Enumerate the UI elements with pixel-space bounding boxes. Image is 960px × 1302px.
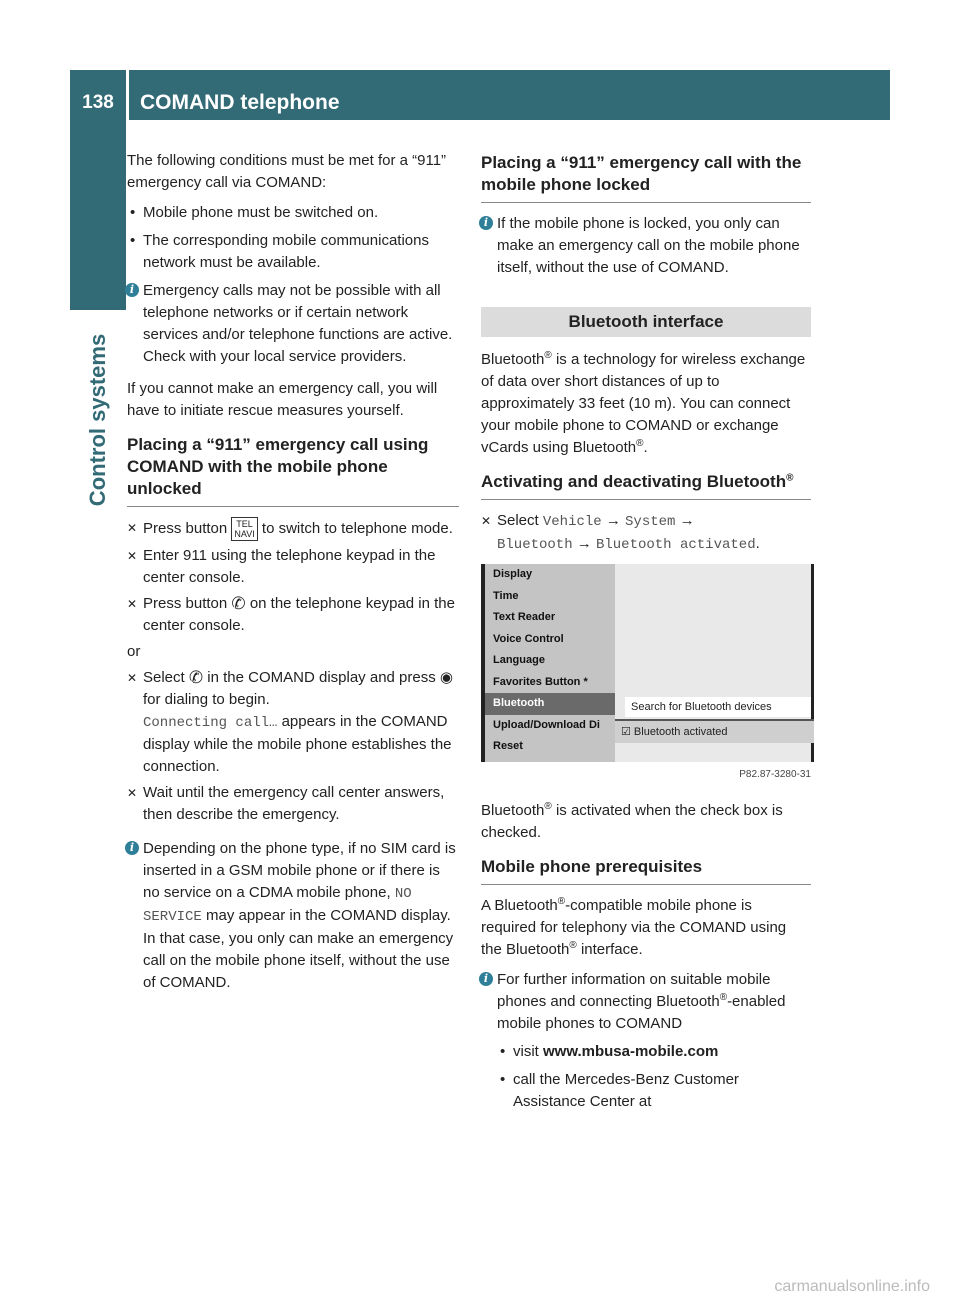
step-text: appears in the COMAND display while the mobile phone establishes the connection. <box>143 713 452 776</box>
info-icon: i <box>479 216 493 230</box>
registered-mark: ® <box>544 350 552 361</box>
text-span: A Bluetooth <box>481 897 558 914</box>
section-band: Bluetooth interface <box>481 307 811 337</box>
list-item: • call the Mercedes-Benz Customer Assistance Center at <box>497 1069 811 1113</box>
step-item <box>127 593 459 637</box>
info-text: -enabled mobile phones to COMAND <box>497 993 786 1032</box>
step-arrow-icon: ✕ <box>127 597 138 611</box>
registered-mark: ® <box>636 438 644 449</box>
menu-item: Time <box>493 589 519 602</box>
step-text: on the telephone keypad in the center console. <box>143 595 455 635</box>
step-text: Press button <box>143 595 228 612</box>
right-column <box>481 150 811 1123</box>
text-span: is a technology for wireless exchange of data over short distances of up to approximately 33 feet (10 m). You can connect your mobile phone to COMAND or exchange vCards using Bluetooth <box>481 351 806 456</box>
registered-mark: ® <box>786 472 794 484</box>
step-item: ✕ Select Vehicle → System → Bluetooth → Bluetooth activated. <box>481 512 760 553</box>
step-item <box>127 517 459 541</box>
registered-mark: ® <box>719 992 728 1003</box>
menu-path: System <box>625 514 676 530</box>
info-text: If the mobile phone is locked, you only can make an emergency call on the mobile phone itself, without the use of COMAND. <box>497 215 800 276</box>
intro-text: The following conditions must be met for a “911” emergency call via COMAND: <box>127 152 447 191</box>
step-text: in the COMAND display and press <box>207 669 436 687</box>
arrow-icon: → <box>605 512 621 529</box>
step-text: Enter 911 using the telephone keypad in the center console. <box>143 547 436 586</box>
or-text: or <box>127 643 141 661</box>
condition-item: • The corresponding mobile communications network must be available. <box>127 230 459 274</box>
section-heading: Mobile phone prerequisites <box>481 856 811 885</box>
menu-item: Text Reader <box>493 611 556 623</box>
step-arrow-icon: ✕ <box>481 514 492 528</box>
step-arrow-icon: ✕ <box>127 786 138 801</box>
page-title: COMAND telephone <box>140 91 340 114</box>
step-text: to switch to telephone mode. <box>261 519 453 537</box>
text-span: is activated when the check box is checked. <box>481 802 783 841</box>
info-text: Depending on the phone type, if no SIM card is inserted in a GSM mobile phone or if there is no service on a CDMA mobile phone, <box>143 840 456 902</box>
step-arrow-icon: ✕ <box>127 521 138 535</box>
screen-menu <box>481 564 615 762</box>
arrow-icon: → <box>679 512 695 529</box>
registered-mark: ® <box>544 801 552 812</box>
condition-item: • Mobile phone must be switched on. <box>127 202 459 224</box>
activated-text <box>481 800 811 844</box>
menu-item: Favorites Button * <box>493 675 588 688</box>
menu-item: Reset <box>493 740 523 752</box>
step-item <box>127 782 459 826</box>
info-note <box>127 280 459 368</box>
website-link[interactable]: www.mbusa-mobile.com <box>543 1043 719 1060</box>
step-text: Select <box>497 512 539 529</box>
heading-text: Activating and deactivating Bluetooth <box>481 472 787 491</box>
screen-option-checked: ☑ Bluetooth activated <box>615 719 814 743</box>
menu-item: Upload/Download Di <box>493 718 600 731</box>
info-text: For further information on suitable mobile phones and connecting Bluetooth <box>497 971 771 1010</box>
text-span: visit <box>513 1043 539 1060</box>
controller-icon: ◉ <box>439 669 453 687</box>
list-item <box>497 1041 811 1063</box>
step-item <box>127 545 459 589</box>
info-text: may appear in the COMAND display. In that case, you only can make an emergency call on the mobile phone itself, without the use of COMAND. <box>143 907 454 992</box>
registered-mark: ® <box>569 940 577 951</box>
info-text: Emergency calls may not be possible with all telephone networks or if certain network services and/or telephone functions are active. Check with your local service providers. <box>143 282 453 365</box>
side-tab <box>70 120 126 310</box>
display-message: NO SERVICE <box>143 886 412 926</box>
prerequisite-text <box>481 895 811 961</box>
section-heading: Placing a “911” emergency call with the mobile phone locked <box>481 152 811 203</box>
rescue-text: If you cannot make an emergency call, you will have to initiate rescue measures yourself. <box>127 380 438 419</box>
text-span: interface. <box>580 941 643 958</box>
step-text: for dialing to begin. <box>143 691 270 709</box>
arrow-icon: → <box>576 535 592 552</box>
menu-path: Bluetooth activated <box>595 537 756 553</box>
page-number: 138 <box>82 92 114 113</box>
key-top-label: TEL <box>236 519 253 529</box>
menu-item: Display <box>493 568 533 580</box>
header-divider <box>126 70 129 120</box>
info-note <box>481 213 811 279</box>
phone-icon: ✆ <box>231 594 246 614</box>
menu-item: Language <box>493 654 545 666</box>
bluetooth-description: Bluetooth® is a technology for wireless exchange of data over short distances of up to approximately 33 feet (10 m). You can connect your mobile phone to COMAND or exchange vCards using Bluetooth®. <box>481 350 806 456</box>
info-icon: i <box>479 972 493 986</box>
step-arrow-icon: ✕ <box>127 671 138 686</box>
section-heading: Placing a “911” emergency call using COMAND with the mobile phone unlocked <box>127 434 459 507</box>
step-text: Press button <box>143 519 228 537</box>
menu-path: Vehicle <box>542 514 602 530</box>
section-heading <box>481 471 811 500</box>
tel-navi-key-icon <box>231 517 257 541</box>
info-note <box>481 969 811 1113</box>
info-icon: i <box>125 283 139 297</box>
left-column <box>127 150 459 1004</box>
step-item <box>127 667 459 778</box>
menu-item: Voice Control <box>493 632 564 645</box>
step-text: Wait until the emergency call center answers, then describe the emergency. <box>143 784 445 824</box>
info-note <box>127 838 459 994</box>
key-bottom-label: NAVI <box>234 529 255 539</box>
text-span: Bluetooth <box>481 802 545 819</box>
menu-item-selected: Bluetooth <box>485 693 615 715</box>
image-code: P82.87-3280-31 <box>739 769 811 780</box>
step-text: Select <box>143 669 185 687</box>
menu-path: Bluetooth <box>497 537 573 553</box>
watermark: carmanualsonline.info <box>774 1278 930 1295</box>
registered-mark: ® <box>557 896 566 907</box>
screen-option: Search for Bluetooth devices <box>625 697 811 717</box>
phone-icon: ✆ <box>188 668 204 688</box>
info-icon: i <box>125 841 139 855</box>
side-label-text: Control systems <box>85 333 110 507</box>
text-span: Bluetooth <box>481 351 545 368</box>
text-span: -compatible mobile phone is required for telephony via the COMAND using the Bluetooth <box>481 897 787 958</box>
comand-screen-image <box>481 564 811 762</box>
display-message: Connecting call… <box>143 715 278 732</box>
step-arrow-icon: ✕ <box>127 549 138 563</box>
